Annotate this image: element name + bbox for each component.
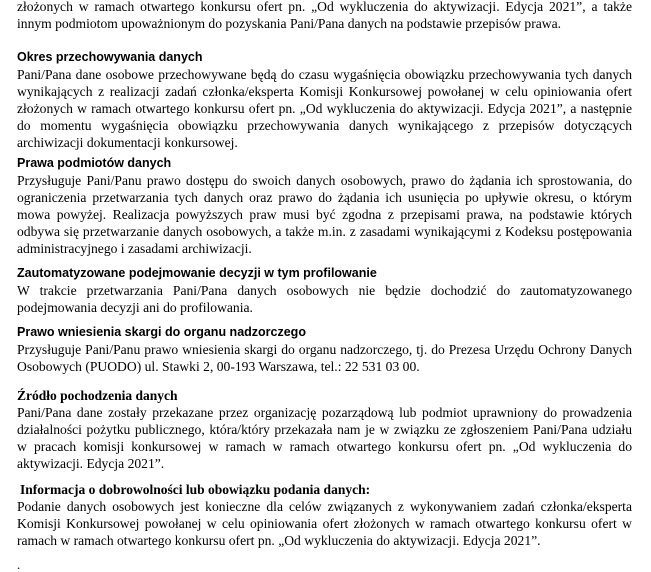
paragraph-line: do momentu wygaśnięcia obowiązku przechowywania danych wynikającego z przepisów dotyczących bbox=[17, 118, 632, 134]
section-data-source bbox=[17, 387, 632, 472]
paragraph-line: podejmowania decyzji ani do profilowania. bbox=[17, 300, 253, 316]
paragraph-line: Komisji Konkursowej powołanej w celu opiniowania ofert złożonych w ramach otwartego konkursu ofert w bbox=[17, 516, 632, 532]
paragraph-line: odbywa się przetwarzanie danych osobowych, a także m.in. z zasadami wynikającymi z Kodeksu postępowania bbox=[17, 224, 632, 240]
intro-continuation bbox=[17, 0, 632, 32]
paragraph-line: Podanie danych osobowych jest konieczne dla celów związanych z wykonywaniem zadań członka/eksperta bbox=[17, 499, 632, 514]
paragraph-line: W trakcie przetwarzania Pani/Pana danych osobowych nie będzie dochodzić do zautomatyzowanego bbox=[17, 283, 632, 298]
section-complaint bbox=[17, 324, 632, 375]
section-heading: Prawo wniesienia skargi do organu nadzorczego bbox=[17, 325, 306, 339]
paragraph-line: złożonych w ramach otwartego konkursu ofert pn. „Od wykluczenia do aktywizacji. Edycja 2021”, a następnie bbox=[17, 101, 632, 117]
section-automated-decisions bbox=[17, 265, 632, 316]
paragraph-line: ograniczenia przetwarzania tych danych oraz prawo do żądania ich usunięcia po upływie okresu, o którym bbox=[17, 190, 632, 206]
section-heading: Informacja o dobrowolności lub obowiązku podania danych: bbox=[20, 482, 371, 497]
paragraph-line: Przysługuje Pani/Panu prawo wniesienia skargi do organu nadzorczego, tj. do Prezesa Urzędu Ochrony Danych bbox=[17, 342, 632, 357]
section-paragraph bbox=[17, 341, 632, 375]
section-paragraph bbox=[17, 66, 632, 151]
paragraph-line: działalności pożytku publicznego, która/który przekazała nam je w związku ze zgłoszeniem Pani/Pana udziału bbox=[17, 422, 632, 438]
paragraph-line: w pracach komisji konkursowej w ramach w ramach otwartego konkursu ofert pn. „Od wykluczenia do bbox=[17, 439, 632, 455]
section-paragraph bbox=[17, 282, 632, 316]
section-rights bbox=[17, 155, 632, 257]
section-heading: Okres przechowywania danych bbox=[17, 50, 203, 64]
section-heading: Zautomatyzowane podejmowanie decyzji w tym profilowanie bbox=[17, 266, 377, 280]
section-voluntariness bbox=[17, 481, 632, 549]
section-paragraph bbox=[17, 172, 632, 257]
trailing-mark: . bbox=[17, 557, 21, 572]
section-heading: Prawa podmiotów danych bbox=[17, 156, 172, 170]
section-paragraph bbox=[17, 404, 632, 472]
paragraph-line: wynikających z realizacji zadań członka/eksperta Komisji Konkursowej powołanej w celu opiniowania ofert bbox=[17, 84, 632, 100]
paragraph-line: mowa powyżej. Realizacja powyższych praw musi być zgodna z przepisami prawa, na podstawie których bbox=[17, 207, 632, 223]
paragraph-line: administracyjnego i zasadami archiwizacji. bbox=[17, 241, 252, 257]
paragraph-line: złożonych w ramach otwartego konkursu ofert pn. „Od wykluczenia do aktywizacji. Edycja 2021”, a także bbox=[17, 0, 632, 14]
paragraph-line: Przysługuje Pani/Panu prawo dostępu do swoich danych osobowych, prawo do żądania ich sprostowania, do bbox=[17, 173, 632, 188]
section-heading: Źródło pochodzenia danych bbox=[17, 388, 178, 403]
paragraph-line: ramach w ramach otwartego konkursu ofert pn. „Od wykluczenia do aktywizacji. Edycja 2021”. bbox=[17, 533, 541, 549]
paragraph-line: aktywizacji. Edycja 2021”. bbox=[17, 456, 165, 472]
paragraph-line: archiwizacji dokumentacji konkursowej. bbox=[17, 135, 238, 151]
section-paragraph bbox=[17, 498, 632, 549]
paragraph-line: innym podmiotom upoważnionym do pozyskania Pani/Pana danych na podstawie przepisów prawa. bbox=[17, 16, 562, 32]
section-retention bbox=[17, 49, 632, 151]
intro-paragraph bbox=[17, 0, 632, 32]
paragraph-line: Osobowych (PUODO) ul. Stawki 2, 00-193 Warszawa, tel.: 22 531 03 00. bbox=[17, 359, 420, 375]
paragraph-line: Pani/Pana dane osobowe przechowywane będą do czasu wygaśnięcia obowiązku przechowywania tych danych bbox=[17, 67, 632, 82]
paragraph-line: Pani/Pana dane zostały przekazane przez organizację pozarządową lub podmiot uprawniony do prowadzenia bbox=[17, 405, 632, 420]
